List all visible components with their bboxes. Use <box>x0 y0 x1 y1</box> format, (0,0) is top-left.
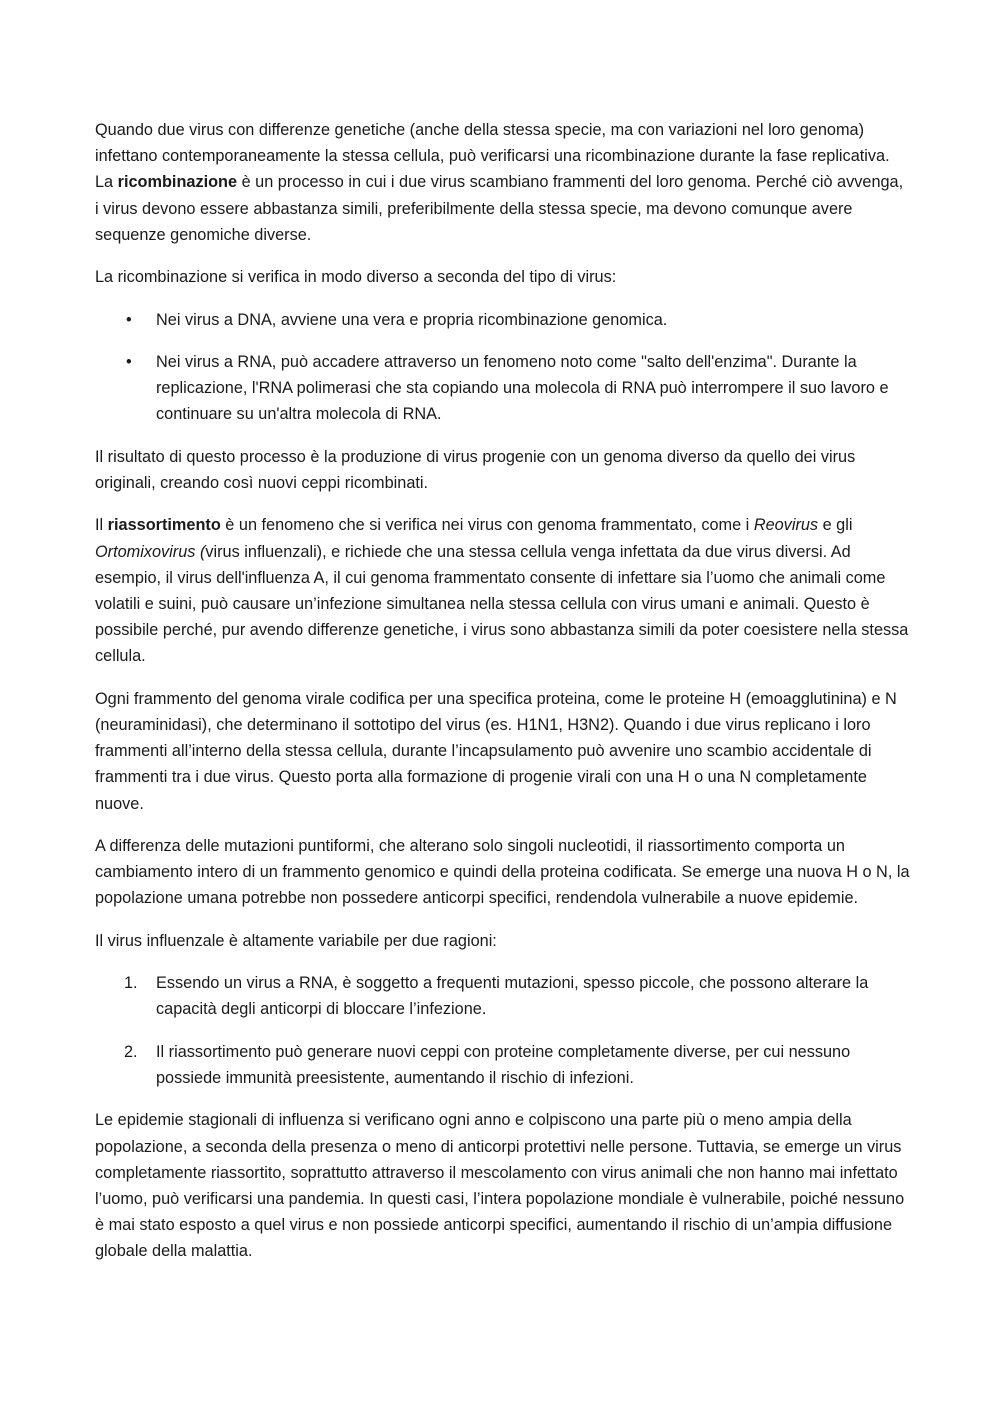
paragraph-intro-tipi: La ricombinazione si verifica in modo diverso a seconda del tipo di virus: <box>95 268 617 287</box>
paragraph-epidemie: Le epidemie stagionali di influenza si verificano ogni anno e colpiscono una parte più o meno ampia della popolazione, a seconda della presenza o meno di anticorpi protettivi nelle persone. Tuttavia, se emerge un virus completamente riassortito, soprattutto attraverso il mescolamento con virus animali che non hanno mai infettato l’uomo, può verificarsi una pandemia. In questi casi, l’intera popolazione mondiale è vulnerabile, poiché nessuno è mai stato esposto a quel virus e non possiede anticorpi specifici, aumentando il rischio di un’ampia diffusione globale della malattia. <box>95 1111 905 1261</box>
paragraph-mutazioni: A differenza delle mutazioni puntiformi, che alterano solo singoli nucleotidi, il riassortimento comporta un cambiamento intero di un frammento genomico e quindi della proteina codificata. Se emerge una nuova H o N, la popolazione umana potrebbe non possedere anticorpi specifici, rendendola vulnerabile a nuove epidemie. <box>95 836 910 908</box>
list-number: 2. <box>124 1042 138 1061</box>
bullet-marker: • <box>126 310 132 329</box>
paragraph-riassortimento: Il riassortimento è un fenomeno che si verifica nei virus con genoma frammentato, come i Reovirus e gli Ortomixovirus (virus influenzali), e richiede che una stessa cellula venga infettata da due virus diversi. Ad esempio, il virus dell'influenza A, il cui genoma frammentato consente di infettare sia l’uomo che animali come volatili e suini, può causare un’infezione simultanea nella stessa cellula con virus umani e animali. Questo è possibile perché, pur avendo differenze genetiche, i virus sono abbastanza simili da poter coesistere nella stessa cellula. <box>95 516 909 666</box>
list-item: • Nei virus a RNA, può accadere attraverso un fenomeno noto come "salto dell'enzima". Durante la replicazione, l'RNA polimerasi che sta copiando una molecola di RNA può interrompere il suo lavoro e continuare su un'altra molecola di RNA. <box>95 349 910 428</box>
list-item: 1. Essendo un virus a RNA, è soggetto a frequenti mutazioni, spesso piccole, che possono alterare la capacità degli anticorpi di bloccare l’infezione. <box>95 970 910 1022</box>
term-riassortimento: riassortimento <box>107 516 221 535</box>
paragraph-frammento-genoma: Ogni frammento del genoma virale codifica per una specifica proteina, come le proteine H (emoagglutinina) e N (neuraminidasi), che determinano il sottotipo del virus (es. H1N1, H3N2). Quando i due virus replicano i loro frammenti all’interno della stessa cellula, durante l’incapsulamento può avvenire uno scambio accidentale di frammenti tra i due virus. Questo porta alla formazione di progenie virali con una H o una N completamente nuove. <box>95 689 897 813</box>
bullet-list <box>95 307 910 428</box>
paragraph-variabile: Il virus influenzale è altamente variabile per due ragioni: <box>95 931 497 950</box>
document-page <box>95 117 910 1281</box>
term-ortomixovirus: Ortomixovirus ( <box>95 542 206 561</box>
paragraph-risultato: Il risultato di questo processo è la produzione di virus progenie con un genoma diverso da quello dei virus originali, creando così nuovi ceppi ricombinati. <box>95 447 856 492</box>
list-number: 1. <box>124 974 138 993</box>
term-reovirus: Reovirus <box>753 516 819 535</box>
list-item: • Nei virus a DNA, avviene una vera e propria ricombinazione genomica. <box>95 307 910 333</box>
term-ricombinazione: ricombinazione <box>117 173 238 192</box>
paragraph-ricombinazione: Quando due virus con differenze genetiche (anche della stessa specie, ma con variazioni nel loro genoma) infettano contemporaneamente la stessa cellula, può verificarsi una ricombinazione durante la fase replicativa. La ricombinazione è un processo in cui i due virus scambiano frammenti del loro genoma. Perché ciò avvenga, i virus devono essere abbastanza simili, preferibilmente della stessa specie, ma devono comunque avere sequenze genomiche diverse. <box>95 121 904 244</box>
list-item: 2. Il riassortimento può generare nuovi ceppi con proteine completamente diverse, per cui nessuno possiede immunità preesistente, aumentando il rischio di infezioni. <box>95 1039 910 1091</box>
bullet-marker: • <box>126 352 132 371</box>
numbered-list <box>95 970 910 1091</box>
